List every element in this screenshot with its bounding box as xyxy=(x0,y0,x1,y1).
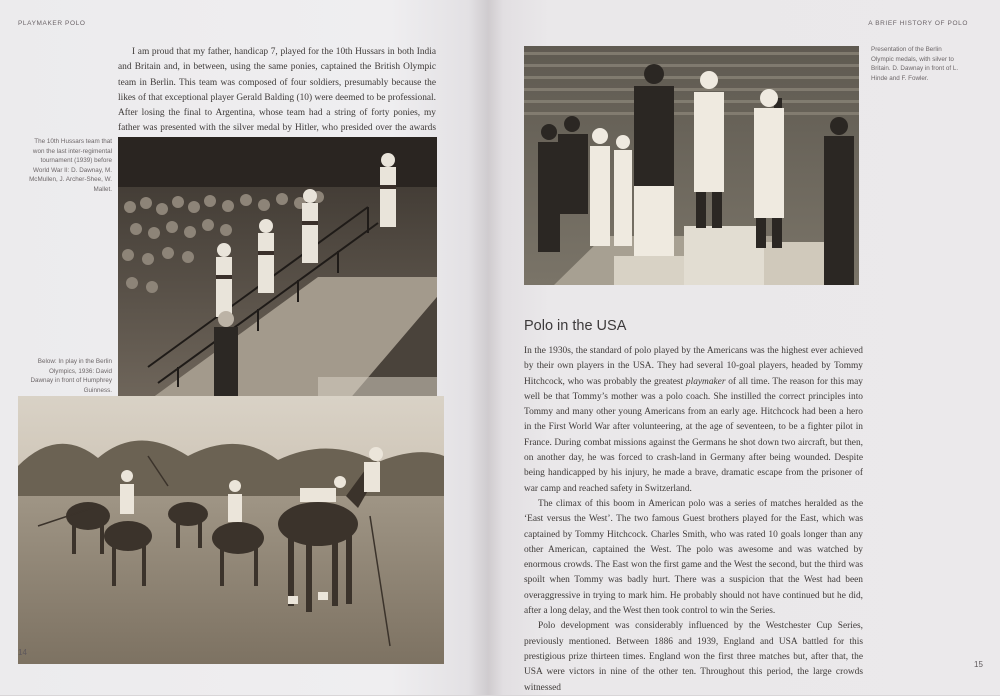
caption-medal-presentation: Presentation of the Berlin Olympic medals, with silver to Britain. D. Dawnay in front of L. Hinde and F. Fowler. xyxy=(871,46,959,82)
folio-right: 15 xyxy=(974,660,983,669)
intro-paragraph: I am proud that my father, handicap 7, played for the 10th Hussars in both India and Britain and, in between, using the same ponies, captained the British Olympic team in Berlin. This team was composed of four soldiers, presumably because the likes of that exceptional player Gerald Balding (10) were deemed to be professional. After losing the final to Argentina, whose team had a string of forty ponies, my father was presented with the silver medal by Hitler, who presided over the awards xyxy=(118,47,436,134)
running-head-right: A BRIEF HISTORY OF POLO xyxy=(868,20,968,27)
photo-medal-presentation xyxy=(524,46,859,285)
photo-hussars-team xyxy=(118,137,437,401)
running-head-left: PLAYMAKER POLO xyxy=(18,20,86,27)
usa-paragraph-1-emphasis: playmaker xyxy=(685,376,726,387)
caption-berlin-olympics: Below: In play in the Berlin Olympics, 1936: David Dawnay in front of Humphrey Guinness. xyxy=(30,358,112,394)
folio-left: 14 xyxy=(18,648,27,657)
usa-article-text xyxy=(524,344,863,696)
left-page xyxy=(0,0,488,695)
usa-paragraph-1 xyxy=(524,344,863,497)
photo-berlin-polo-match xyxy=(18,396,444,664)
caption-hussars: The 10th Hussars team that won the last inter-regimental tournament (1939) before World War II: D. Dawnay, M. McMullen, J. Archer-Shee, W. Mallet. xyxy=(29,138,112,193)
usa-paragraph-2: The climax of this boom in American polo was a series of matches heralded as the ‘East versus the West’. The two famous Guest brothers played for the East, which was captained by Tommy Hitchcock. Charles Smith, who was rated 10 goals longer than any other American, captained the West. The polo was awesome and was watched by enormous crowds. The East won the first game and the West the second, but the third was spoilt when Tommy was badly hurt. There was a suspicion that the West had been overaggressive in trying to mark him. He probably should not have continued but he did, after a long delay, and the West then took control to win the Series. xyxy=(524,498,863,617)
usa-paragraph-3: Polo development was considerably influenced by the Westchester Cup Series, previously mentioned. Between 1886 and 1939, England and USA battled for this prestigious prize thirteen times. England won the first three matches but, after that, the USA were victors in nine of the other ten. Throughout this period, the large crowds witnessed xyxy=(524,621,863,693)
section-heading-polo-usa: Polo in the USA xyxy=(524,318,627,334)
usa-paragraph-1-part-b: of all time. The reason for this may well be that Tommy’s mother was a polo coach. She instilled the correct principles into Tommy and many other young Americans from an early age. Hitchcock had been a hero in the First World War after volunteering, at the age of seventeen, to be a fighter pilot in France. During combat missions against the Germans he shot down two aircraft, but then, on another day, he was forced to crash-land in Germany after being wounded. Despite being handicapped by his injury, he made a brave, dramatic escape from the prisoner of war camp and reached safety in Switzerland. xyxy=(524,376,863,494)
usa-paragraph-1-part-a: In the 1930s, the standard of polo played by the Americans was the highest ever achieved by their own players in the USA. They had several 10-goal players, headed by Tommy Hitchcock, who was probably the greatest xyxy=(524,346,863,387)
